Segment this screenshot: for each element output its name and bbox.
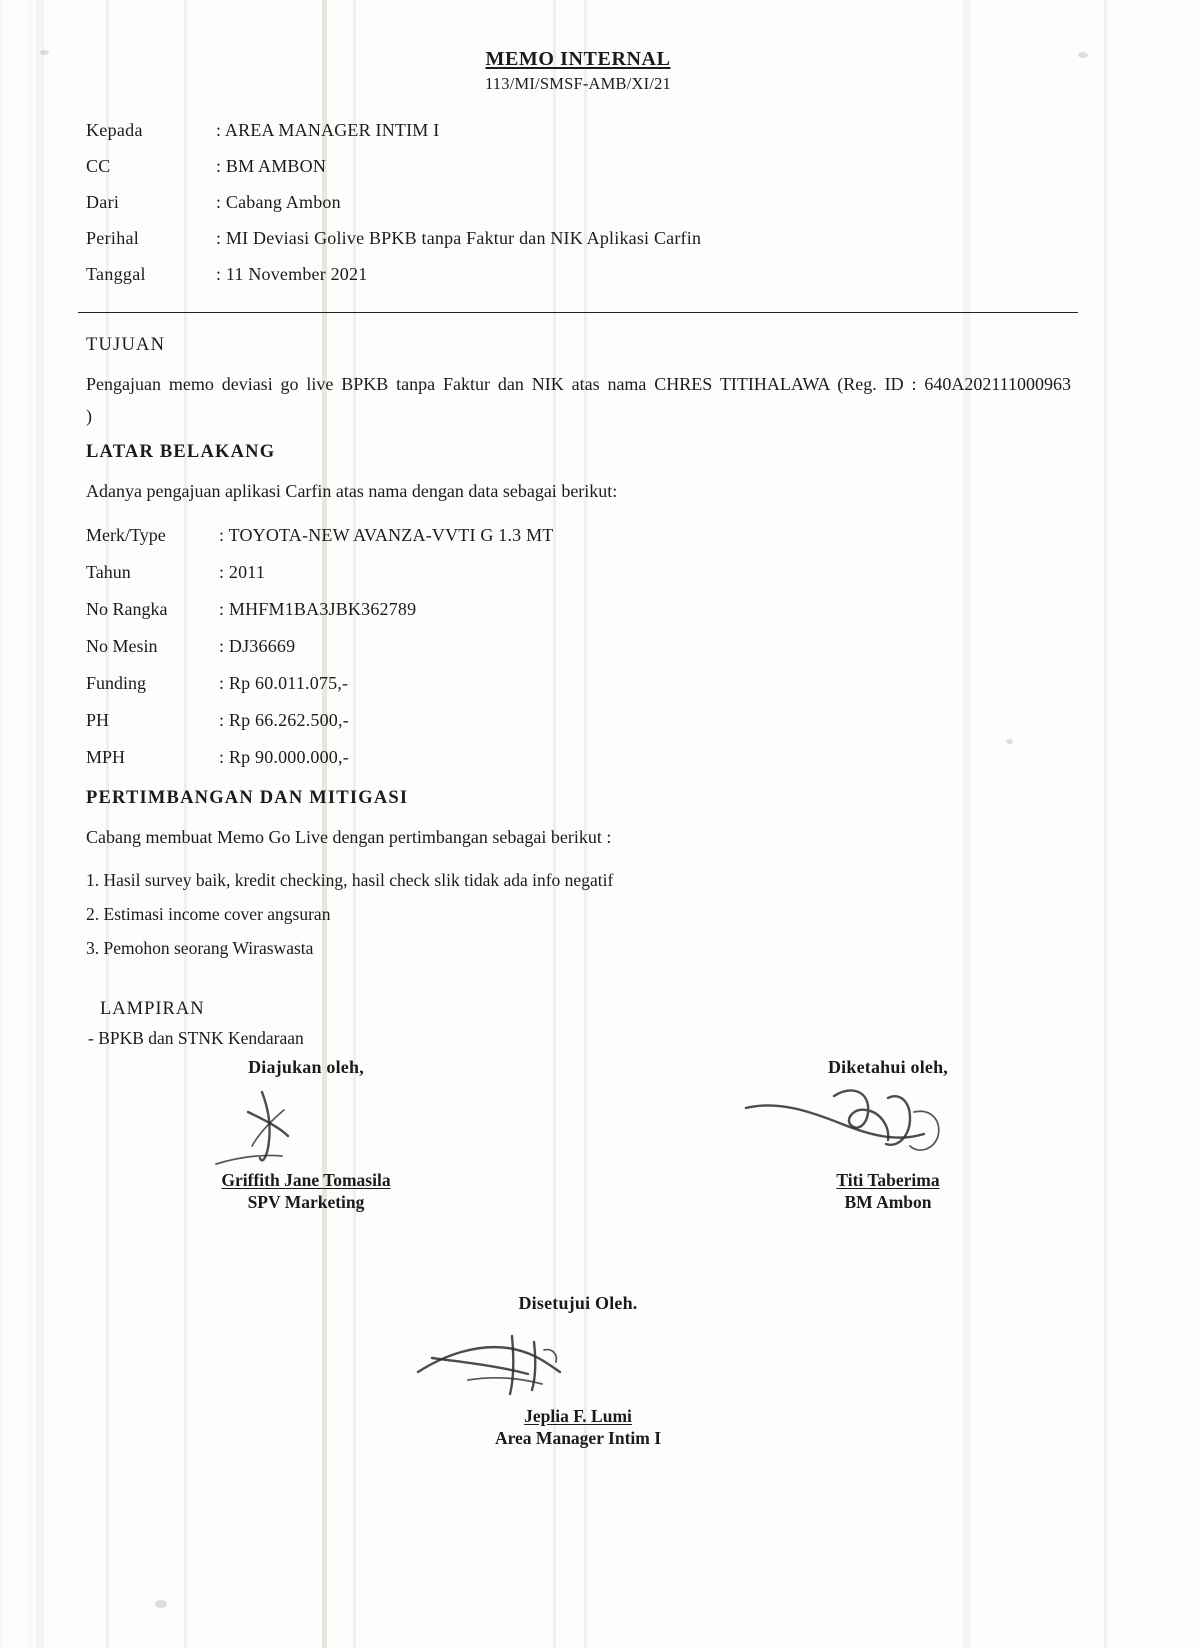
vehicle-data-value: : TOYOTA-NEW AVANZA-VVTI G 1.3 MT: [219, 525, 554, 545]
header-field-row: [86, 256, 1078, 292]
vehicle-data-row: [86, 628, 1078, 665]
vehicle-data-label: No Rangka: [86, 599, 168, 619]
signature-name: Titi Taberima: [836, 1170, 940, 1190]
vehicle-data-label: Tahun: [86, 562, 131, 582]
signature-block-center: [408, 1293, 748, 1449]
signature-intro: Diajukan oleh,: [248, 1057, 364, 1077]
document-number: 113/MI/SMSF-AMB/XI/21: [484, 74, 672, 93]
vehicle-data-row: [86, 665, 1078, 702]
header-field-row: [86, 220, 1078, 256]
signature-name: Jeplia F. Lumi: [524, 1406, 632, 1426]
header-field-value: : BM AMBON: [216, 156, 327, 176]
horizontal-divider: [78, 312, 1078, 313]
title-block: [78, 48, 1078, 94]
vehicle-data-label: Merk/Type: [86, 525, 166, 545]
section-body-tujuan: Pengajuan memo deviasi go live BPKB tanpa Faktur dan NIK atas nama CHRES TITIHALAWA (Reg. ID : 640A202111000963 ): [86, 374, 1071, 426]
section-body-pertimbangan: Cabang membuat Memo Go Live dengan pertimbangan sebagai berikut :: [86, 827, 612, 847]
signature-block-right: [738, 1057, 1038, 1213]
pertimbangan-item: 1. Hasil survey baik, kredit checking, hasil check slik tidak ada info negatif: [86, 870, 614, 890]
header-field-row: [86, 148, 1078, 184]
vehicle-data-label: PH: [86, 710, 110, 730]
header-field-row: [86, 184, 1078, 220]
header-fields: [86, 112, 1078, 292]
section-heading-tujuan: TUJUAN: [86, 335, 166, 355]
header-field-label: Tanggal: [86, 264, 146, 284]
vehicle-data-row: [86, 517, 1078, 554]
vehicle-data-row: [86, 591, 1078, 628]
lampiran-item: - BPKB dan STNK Kendaraan: [88, 1028, 304, 1048]
header-field-value: : Cabang Ambon: [216, 192, 341, 212]
vehicle-data-value: : Rp 90.000.000,-: [219, 747, 349, 767]
vehicle-data-row: [86, 739, 1078, 776]
header-field-label: Perihal: [86, 228, 140, 248]
section-heading-latar-belakang: LATAR BELAKANG: [86, 442, 276, 462]
vehicle-data-value: : 2011: [219, 562, 266, 582]
vehicle-data-row: [86, 702, 1078, 739]
pertimbangan-item: 3. Pemohon seorang Wiraswasta: [86, 938, 314, 958]
signature-mark-left: [156, 1078, 456, 1170]
vehicle-data-label: No Mesin: [86, 636, 158, 656]
vehicle-data-label: MPH: [86, 747, 126, 767]
signature-area: [78, 1057, 1078, 1257]
vehicle-data-value: : MHFM1BA3JBK362789: [219, 599, 417, 619]
vehicle-data-row: [86, 554, 1078, 591]
pertimbangan-item: 2. Estimasi income cover angsuran: [86, 904, 331, 924]
header-field-label: CC: [86, 156, 111, 176]
signature-block-left: [156, 1057, 456, 1213]
vehicle-data-value: : Rp 60.011.075,-: [219, 673, 349, 693]
vehicle-data-label: Funding: [86, 673, 147, 693]
signature-intro: Diketahui oleh,: [827, 1057, 949, 1077]
signature-mark-center: [408, 1314, 748, 1406]
signature-role: BM Ambon: [844, 1192, 932, 1212]
header-field-label: Kepada: [86, 120, 143, 140]
signature-mark-right: [738, 1078, 1038, 1170]
page-title: MEMO INTERNAL: [485, 48, 671, 70]
section-heading-lampiran: LAMPIRAN: [100, 999, 205, 1019]
signature-role: SPV Marketing: [247, 1192, 365, 1212]
header-field-label: Dari: [86, 192, 120, 212]
vehicle-data-value: : DJ36669: [219, 636, 296, 656]
signature-role: Area Manager Intim I: [494, 1428, 662, 1448]
signature-name: Griffith Jane Tomasila: [221, 1170, 391, 1190]
vehicle-data-value: : Rp 66.262.500,-: [219, 710, 349, 730]
vehicle-data-list: [86, 517, 1078, 776]
header-field-value: : AREA MANAGER INTIM I: [216, 120, 440, 140]
signature-intro: Disetujui Oleh.: [518, 1293, 638, 1313]
memo-body: [78, 48, 1078, 1449]
header-field-value: : MI Deviasi Golive BPKB tanpa Faktur dan NIK Aplikasi Carfin: [216, 228, 702, 248]
section-heading-pertimbangan: PERTIMBANGAN DAN MITIGASI: [86, 788, 409, 808]
header-field-value: : 11 November 2021: [216, 264, 368, 284]
header-field-row: [86, 112, 1078, 148]
section-body-latar-belakang: Adanya pengajuan aplikasi Carfin atas nama dengan data sebagai berikut:: [86, 481, 618, 501]
